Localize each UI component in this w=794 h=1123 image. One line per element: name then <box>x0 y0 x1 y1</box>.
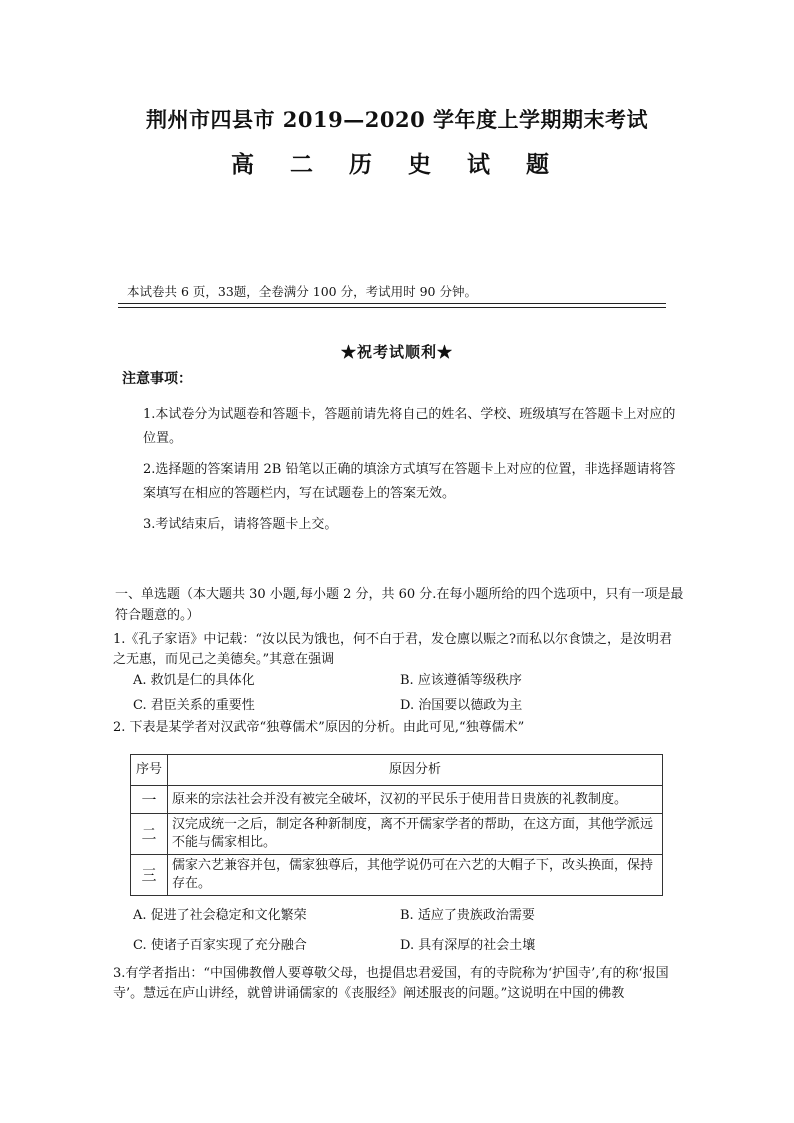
divider-line <box>118 303 666 304</box>
note-item-text: 3.考试结束后，请将答题卡上交。 <box>143 517 338 532</box>
table-row <box>131 855 663 896</box>
option-d[interactable]: D. 治国要以德政为主 <box>400 698 523 713</box>
option-b[interactable]: B. 应该遵循等级秩序 <box>400 673 522 688</box>
notes-heading: 注意事项： <box>122 371 192 387</box>
exam-subtitle: 高 二 历 史 试 题 <box>230 151 564 178</box>
table-header-cell: 序号 <box>131 755 168 786</box>
section-heading: 一、单选题（本大题共 30 小题,每小题 2 分，共 60 分.在每小题所给的四个选项中，只有一项是最符合题意的。） <box>115 587 684 623</box>
exam-title: 荆州市四县市 2019—2020 学年度上学期期末考试 <box>145 107 648 132</box>
table-header-row <box>131 755 663 786</box>
option-c[interactable]: C. 君臣关系的重要性 <box>133 698 255 713</box>
reason-table <box>130 754 663 896</box>
table-row <box>131 814 663 855</box>
table-header-cell: 原因分析 <box>168 755 663 786</box>
question-stem: 1.《孔子家语》中记载：“汝以民为饿也，何不白于君，发仓廪以赈之?而私以尔食馈之，是汝明君之无惠，而见己之美德矣。”其意在强调 <box>113 632 673 667</box>
note-item <box>113 513 683 537</box>
table-row <box>131 786 663 814</box>
note-item <box>113 403 683 451</box>
option-a[interactable]: A. 救饥是仁的具体化 <box>133 673 255 688</box>
table-cell-index: 三 <box>131 855 168 896</box>
question-stem: 2. 下表是某学者对汉武帝“独尊儒术”原因的分析。由此可见,“独尊儒术” <box>113 720 525 735</box>
good-luck-banner: ★祝考试顺利★ <box>340 343 453 361</box>
option-a[interactable]: A. 促进了社会稳定和文化繁荣 <box>133 908 307 923</box>
table-cell-index: 一 <box>131 786 168 814</box>
note-item <box>113 458 683 506</box>
exam-info: 本试卷共 6 页，33题，全卷满分 100 分，考试用时 90 分钟。 <box>127 284 477 299</box>
option-c[interactable]: C. 使诸子百家实现了充分融合 <box>133 938 307 953</box>
question-stem: 3.有学者指出：“中国佛教僧人要尊敬父母，也提倡忠君爱国，有的寺院称为‘护国寺’,有的称‘报国寺’。慧远在庐山讲经，就曾讲诵儒家的《丧服经》阐述服丧的问题。”这说明在中国的佛教 <box>113 966 669 1001</box>
divider-line <box>118 307 666 308</box>
table-cell-text: 儒家六艺兼容并包，儒家独尊后，其他学说仍可在六艺的大帽子下，改头换面，保持存在。 <box>168 855 663 896</box>
note-item-text: 1.本试卷分为试题卷和答题卡，答题前请先将自己的姓名、学校、班级填写在答题卡上对应的位置。 <box>143 407 676 446</box>
table-cell-text: 原来的宗法社会并没有被完全破坏，汉初的平民乐于使用昔日贵族的礼教制度。 <box>168 786 663 814</box>
table-cell-text: 汉完成统一之后，制定各种新制度，离不开儒家学者的帮助，在这方面，其他学派远不能与儒家相比。 <box>168 814 663 855</box>
note-item-text: 2.选择题的答案请用 2B 铅笔以正确的填涂方式填写在答题卡上对应的位置，非选择题请将答案填写在相应的答题栏内，写在试题卷上的答案无效。 <box>143 462 676 501</box>
option-d[interactable]: D. 具有深厚的社会土壤 <box>400 938 536 953</box>
table-cell-index: 二 <box>131 814 168 855</box>
option-b[interactable]: B. 适应了贵族政治需要 <box>400 908 535 923</box>
